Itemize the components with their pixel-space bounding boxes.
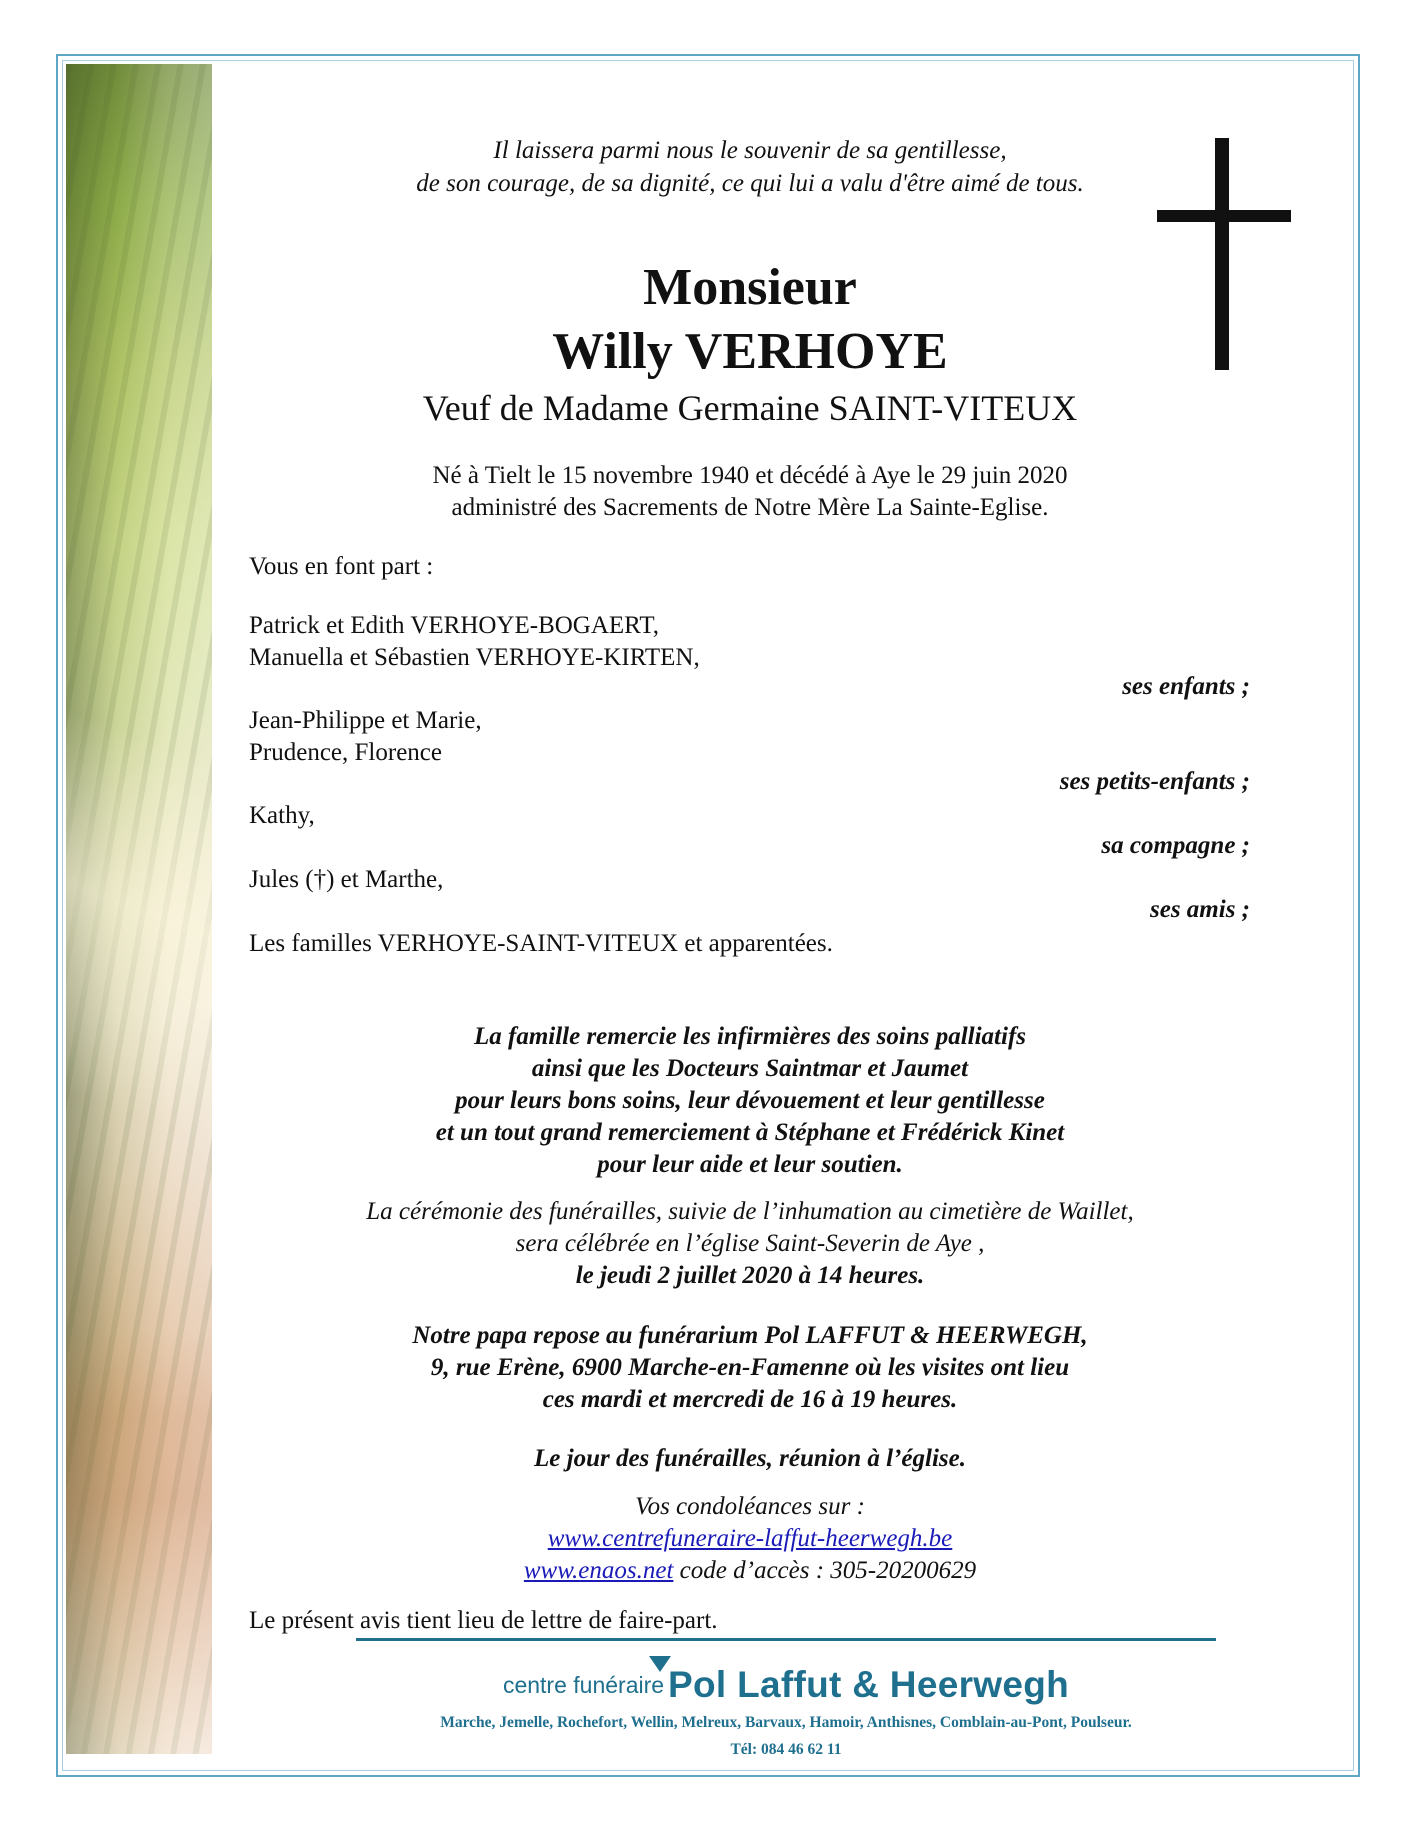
logo-phone: Tél: 084 46 62 11 <box>730 1741 842 1758</box>
child-line-1: Patrick et Edith VERHOYE-BOGAERT, <box>249 612 660 639</box>
logo-name: Pol Laffut & Heerwegh <box>668 1664 1070 1705</box>
condolences-link-row-1 <box>250 1523 1250 1555</box>
enaos-link[interactable]: www.enaos.net <box>523 1557 674 1584</box>
thanks-line-1: La famille remercie les infirmières des soins palliatifs <box>473 1023 1027 1050</box>
thanks-line-5: pour leur aide et leur soutien. <box>597 1151 903 1178</box>
families-line: Les familles VERHOYE-SAINT-VITEUX et apparentées. <box>249 930 833 957</box>
thanks-line-2: ainsi que les Docteurs Saintmar et Jaumet <box>531 1055 969 1082</box>
thanks-line-4: et un tout grand remerciement à Stéphane et Frédérick Kinet <box>435 1119 1065 1146</box>
thanks-line-3: pour leurs bons soins, leur dévouement et leur gentillesse <box>455 1087 1045 1114</box>
announcement-intro: Vous en font part : <box>249 553 434 580</box>
condolences-label: Vos condoléances sur : <box>635 1493 865 1520</box>
access-code: code d’accès : 305-20200629 <box>673 1557 977 1584</box>
grandchild-line-2: Prudence, Florence <box>249 739 442 766</box>
children-label: ses enfants ; <box>1122 673 1250 700</box>
logo-towns: Marche, Jemelle, Rochefort, Wellin, Melreux, Barvaux, Hamoir, Anthisnes, Comblain-au-Pont, Poulseur. <box>440 1714 1132 1731</box>
logo-small-text: centre funéraire <box>502 1672 665 1698</box>
birth-death-line: Né à Tielt le 15 novembre 1940 et décédé à Aye le 29 juin 2020 <box>432 462 1068 489</box>
ceremony-line-2: sera célébrée en l’église Saint-Severin de Aye , <box>515 1230 985 1257</box>
friends-line: Jules (†) et Marthe, <box>249 866 444 893</box>
companion-line: Kathy, <box>249 802 315 829</box>
funeral-home-link[interactable]: www.centrefuneraire-laffut-heerwegh.be <box>547 1525 953 1552</box>
grandchild-line-1: Jean-Philippe et Marie, <box>249 707 482 734</box>
forest-path-image <box>66 64 212 1754</box>
footer-note: Le présent avis tient lieu de lettre de faire-part. <box>249 1607 718 1634</box>
companion-label: sa compagne ; <box>1101 832 1250 859</box>
quote-line-2: de son courage, de sa dignité, ce qui lui a valu d'être aimé de tous. <box>416 170 1084 197</box>
condolences-link-row-2 <box>250 1555 1250 1587</box>
widower-of: Veuf de Madame Germaine SAINT-VITEUX <box>422 388 1078 428</box>
ceremony-date: le jeudi 2 juillet 2020 à 14 heures. <box>575 1262 925 1289</box>
funeral-home-logo <box>356 1664 1216 1706</box>
title-honorific: Monsieur <box>643 259 857 316</box>
child-line-2: Manuella et Sébastien VERHOYE-KIRTEN, <box>249 644 700 671</box>
meeting-line: Le jour des funérailles, réunion à l’église. <box>534 1445 966 1472</box>
ceremony-line-1: La cérémonie des funérailles, suivie de l’inhumation au cimetière de Waillet, <box>366 1198 1134 1225</box>
rest-line-1: Notre papa repose au funérarium Pol LAFFUT & HEERWEGH, <box>412 1322 1088 1349</box>
rest-line-2: 9, rue Erène, 6900 Marche-en-Famenne où les visites ont lieu <box>430 1354 1070 1381</box>
rest-line-3: ces mardi et mercredi de 16 à 19 heures. <box>542 1386 958 1413</box>
logo-divider <box>356 1638 1216 1641</box>
deceased-name: Willy VERHOYE <box>552 323 948 380</box>
friends-label: ses amis ; <box>1150 896 1250 923</box>
quote-line-1: Il laissera parmi nous le souvenir de sa gentillesse, <box>493 137 1007 164</box>
grandchildren-label: ses petits-enfants ; <box>1059 768 1250 795</box>
sacrament-line: administré des Sacrements de Notre Mère La Sainte-Eglise. <box>451 494 1049 521</box>
